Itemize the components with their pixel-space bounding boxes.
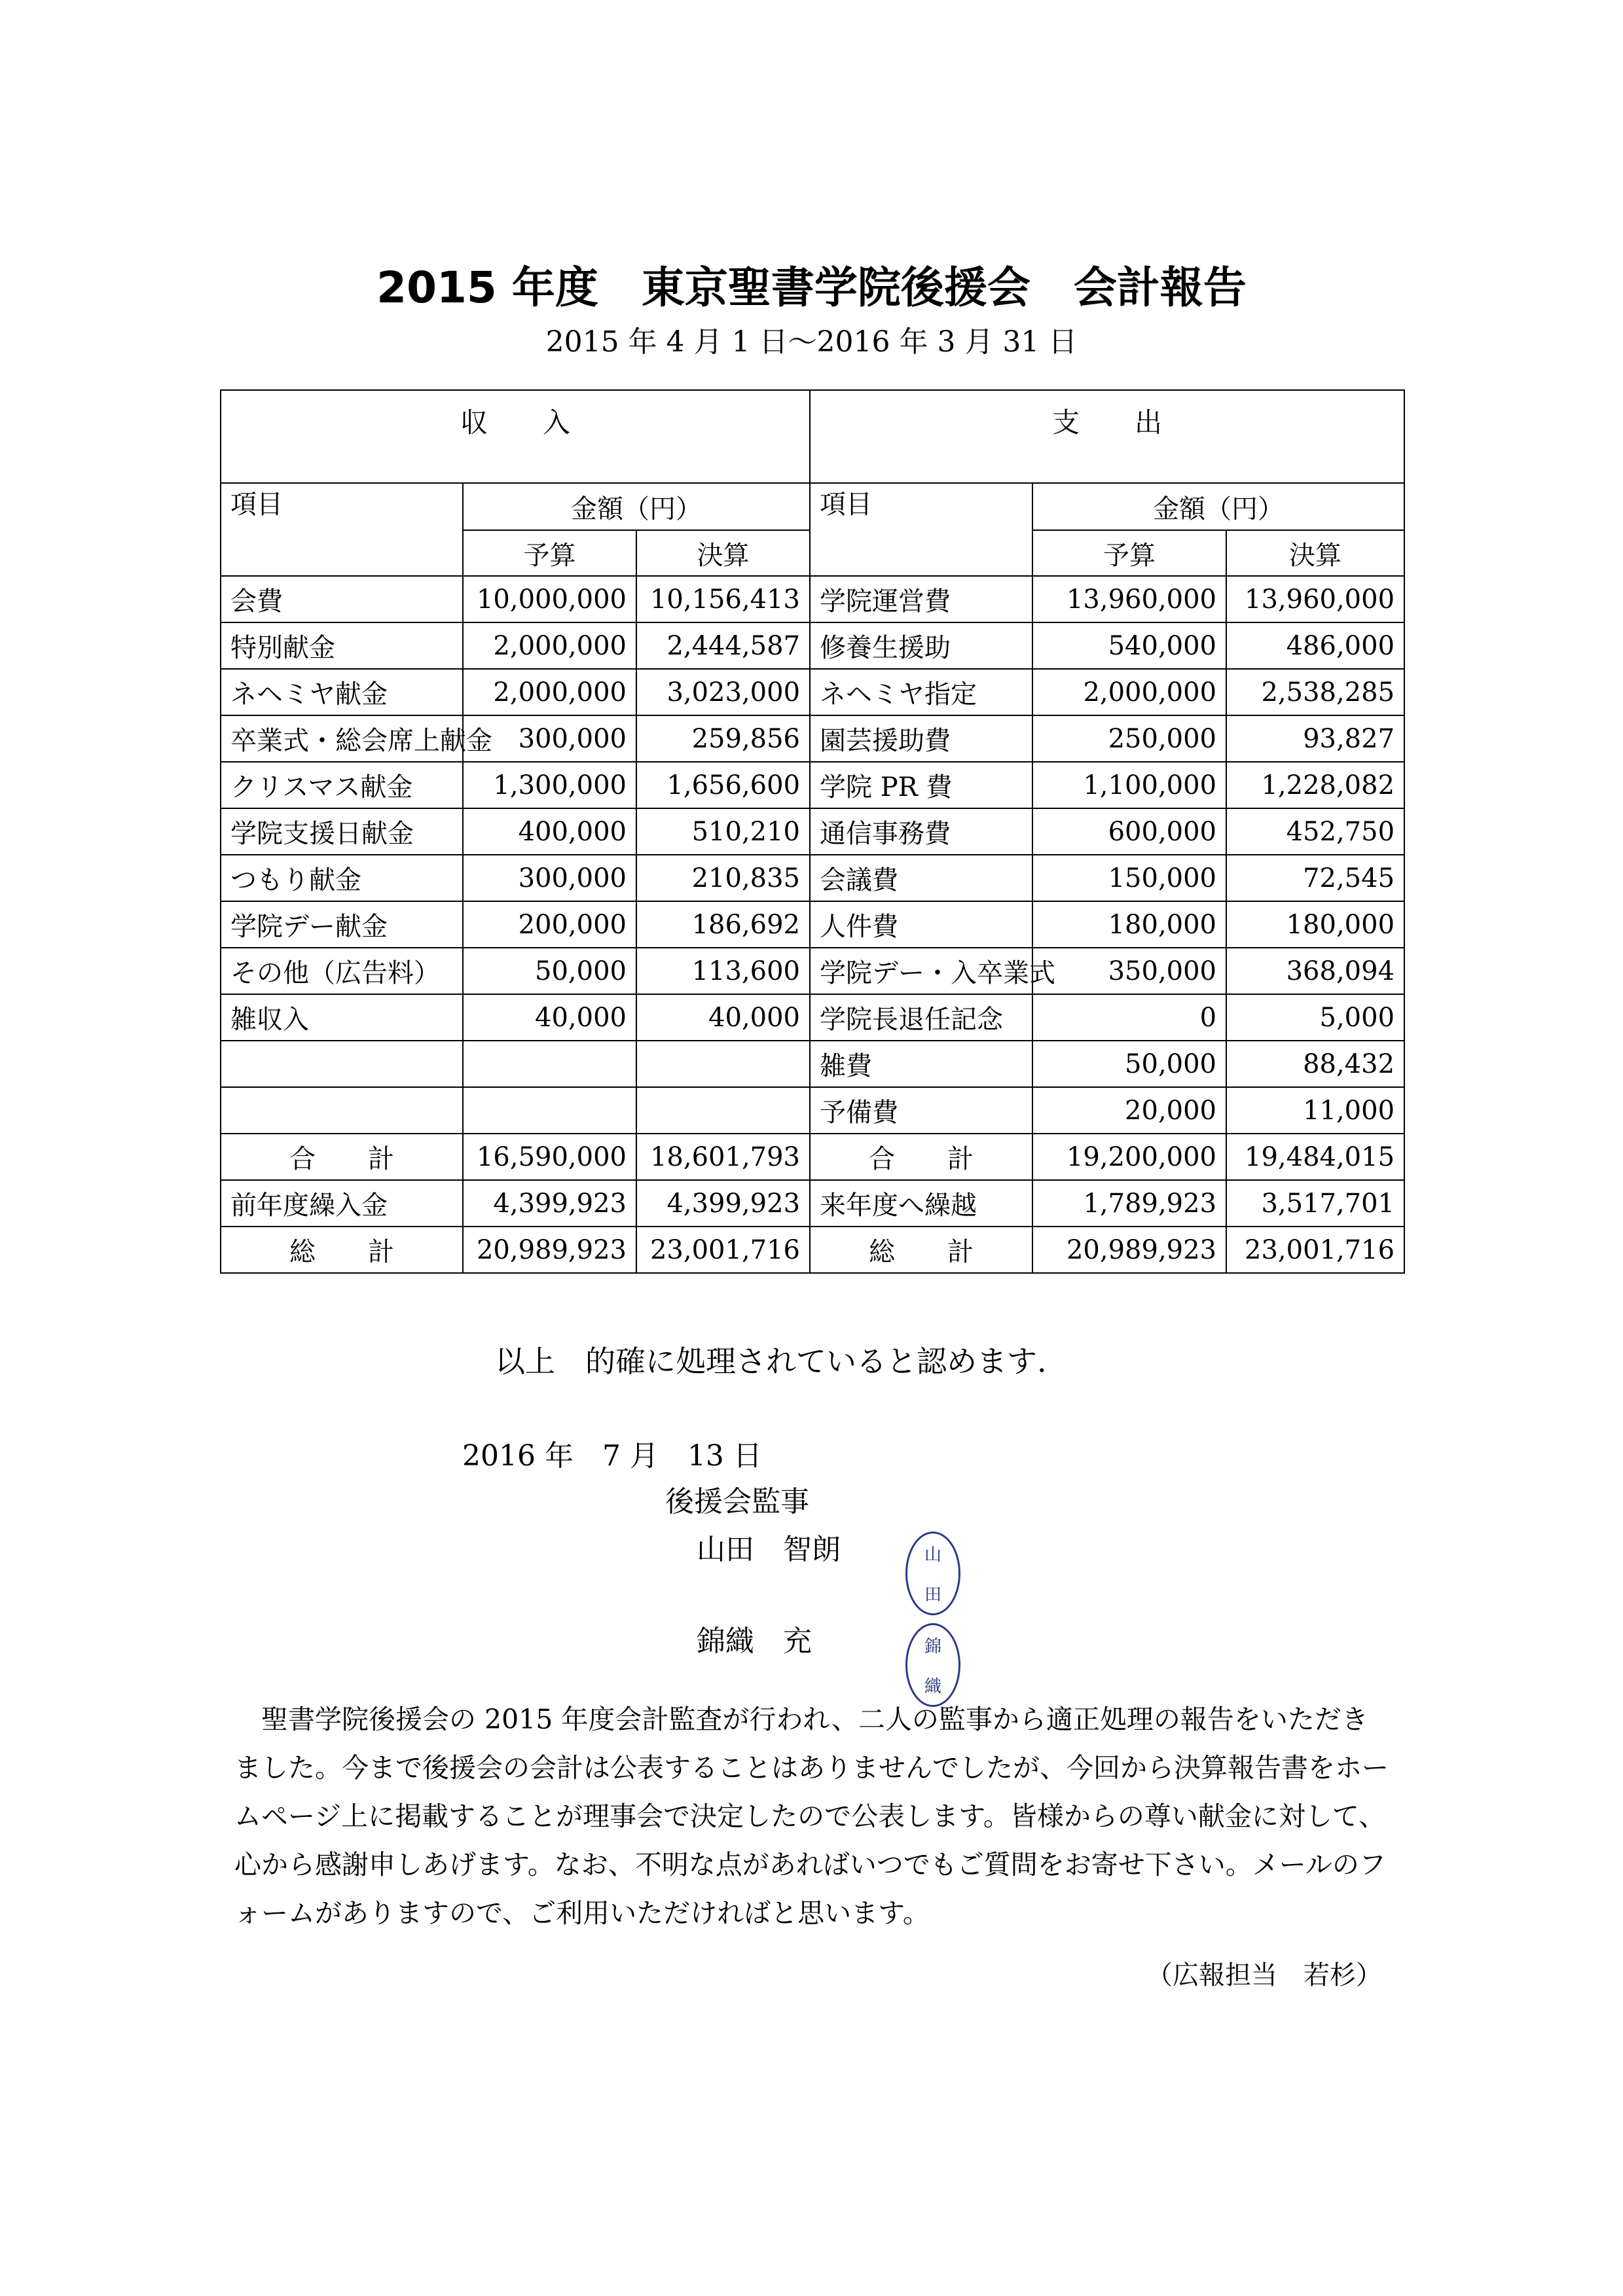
income-item-header: 項目 <box>221 483 463 576</box>
income-budget-header: 予算 <box>463 530 636 576</box>
credit-line: （広報担当 若杉） <box>1146 1960 1382 1990</box>
expense-item: 学院運営費 <box>810 576 1032 622</box>
table-row <box>221 901 1404 948</box>
income-budget: 300,000 <box>463 715 636 762</box>
income-amount-header: 金額（円） <box>463 483 810 530</box>
seal-2-char-1: 錦 <box>924 1637 941 1657</box>
expense-subtotal-budget: 19,200,000 <box>1032 1134 1226 1180</box>
expense-budget: 20,000 <box>1032 1087 1226 1134</box>
income-budget: 400,000 <box>463 808 636 855</box>
carry-row <box>221 1180 1404 1227</box>
table-row <box>221 715 1404 762</box>
expense-actual: 72,545 <box>1226 855 1404 901</box>
income-item <box>221 1087 463 1134</box>
expense-budget: 540,000 <box>1032 622 1226 669</box>
income-header: 収 入 <box>221 390 810 483</box>
expense-budget: 13,960,000 <box>1032 576 1226 622</box>
table-row <box>221 669 1404 715</box>
expense-header: 支 出 <box>810 390 1404 483</box>
carry-out-actual: 3,517,701 <box>1226 1180 1404 1227</box>
income-actual-header: 決算 <box>636 530 810 576</box>
table-row <box>221 622 1404 669</box>
carry-in-actual: 4,399,923 <box>636 1180 810 1227</box>
table-row <box>221 576 1404 622</box>
expense-actual: 93,827 <box>1226 715 1404 762</box>
body-paragraph <box>234 1695 1393 1937</box>
expense-actual: 368,094 <box>1226 948 1404 994</box>
income-item: ネヘミヤ献金 <box>221 669 463 715</box>
expense-item: 学院長退任記念 <box>810 994 1032 1041</box>
expense-subtotal-label: 合 計 <box>810 1134 1032 1180</box>
expense-actual: 452,750 <box>1226 808 1404 855</box>
table-row <box>221 808 1404 855</box>
income-budget: 10,000,000 <box>463 576 636 622</box>
seal-stamp-1 <box>905 1532 960 1615</box>
expense-item: 人件費 <box>810 901 1032 948</box>
table-row <box>221 855 1404 901</box>
expense-total-label: 総 計 <box>810 1227 1032 1273</box>
report-period: 2015 年 4 月 1 日～2016 年 3 月 31 日 <box>545 325 1078 359</box>
expense-actual: 180,000 <box>1226 901 1404 948</box>
expense-item: 園芸援助費 <box>810 715 1032 762</box>
income-budget: 300,000 <box>463 855 636 901</box>
income-budget: 1,300,000 <box>463 762 636 808</box>
ledger-table <box>220 389 1405 1274</box>
auditor-name-2: 錦織 充 <box>697 1624 812 1658</box>
income-subtotal-budget: 16,590,000 <box>463 1134 636 1180</box>
expense-budget: 1,100,000 <box>1032 762 1226 808</box>
expense-item: 予備費 <box>810 1087 1032 1134</box>
audit-date: 2016 年 7 月 13 日 <box>462 1439 762 1473</box>
expense-actual: 1,228,082 <box>1226 762 1404 808</box>
expense-budget: 0 <box>1032 994 1226 1041</box>
auditor-role: 後援会監事 <box>665 1485 809 1518</box>
carry-out-label: 来年度へ繰越 <box>810 1180 1032 1227</box>
income-actual: 510,210 <box>636 808 810 855</box>
expense-actual: 486,000 <box>1226 622 1404 669</box>
table-row <box>221 1041 1404 1087</box>
income-item: 特別献金 <box>221 622 463 669</box>
carry-out-budget: 1,789,923 <box>1032 1180 1226 1227</box>
section-header-row <box>221 390 1404 483</box>
table-row <box>221 994 1404 1041</box>
income-item <box>221 1041 463 1087</box>
income-subtotal-actual: 18,601,793 <box>636 1134 810 1180</box>
expense-budget-header: 予算 <box>1032 530 1226 576</box>
report-title: 2015 年度 東京聖書学院後援会 会計報告 <box>376 262 1247 313</box>
seal-stamp-2 <box>905 1623 960 1707</box>
expense-amount-header: 金額（円） <box>1032 483 1404 530</box>
income-budget: 40,000 <box>463 994 636 1041</box>
expense-actual: 13,960,000 <box>1226 576 1404 622</box>
seal-1-char-1: 山 <box>924 1545 941 1565</box>
income-total-actual: 23,001,716 <box>636 1227 810 1273</box>
income-total-budget: 20,989,923 <box>463 1227 636 1273</box>
seal-2-char-2: 織 <box>924 1677 941 1696</box>
body-text: 聖書学院後援会の 2015 年度会計監査が行われ、二人の監事から適正処理の報告をいただきました。今まで後援会の会計は公表することはありませんでしたが、今回から決算報告書をホームページ上に掲載することが理事会で決定したので公表します。皆様からの尊い献金に対して、心から感謝申しあげます。なお、不明な点があればいつでもご質問をお寄せ下さい。メールのフォームがありますので、ご利用いただければと思います。 <box>234 1704 1389 1929</box>
expense-budget: 180,000 <box>1032 901 1226 948</box>
income-item: 学院支援日献金 <box>221 808 463 855</box>
income-actual <box>636 1041 810 1087</box>
table-row <box>221 1087 1404 1134</box>
table-row <box>221 948 1404 994</box>
total-row <box>221 1227 1404 1273</box>
expense-budget: 250,000 <box>1032 715 1226 762</box>
expense-actual: 88,432 <box>1226 1041 1404 1087</box>
expense-subtotal-actual: 19,484,015 <box>1226 1134 1404 1180</box>
expense-budget: 600,000 <box>1032 808 1226 855</box>
expense-actual: 11,000 <box>1226 1087 1404 1134</box>
income-item: その他（広告料） <box>221 948 463 994</box>
income-actual: 10,156,413 <box>636 576 810 622</box>
income-budget: 50,000 <box>463 948 636 994</box>
income-actual: 2,444,587 <box>636 622 810 669</box>
income-budget <box>463 1087 636 1134</box>
income-budget: 2,000,000 <box>463 622 636 669</box>
expense-budget: 2,000,000 <box>1032 669 1226 715</box>
income-actual <box>636 1087 810 1134</box>
expense-budget: 150,000 <box>1032 855 1226 901</box>
expense-actual: 5,000 <box>1226 994 1404 1041</box>
income-total-label: 総 計 <box>221 1227 463 1273</box>
income-actual: 186,692 <box>636 901 810 948</box>
income-actual: 113,600 <box>636 948 810 994</box>
expense-item: 雑費 <box>810 1041 1032 1087</box>
income-item: 雑収入 <box>221 994 463 1041</box>
table-row <box>221 762 1404 808</box>
expense-total-budget: 20,989,923 <box>1032 1227 1226 1273</box>
audit-confirmation: 以上 的確に処理されていると認めます. <box>495 1344 1047 1379</box>
expense-item: 通信事務費 <box>810 808 1032 855</box>
expense-budget: 350,000 <box>1032 948 1226 994</box>
income-budget: 2,000,000 <box>463 669 636 715</box>
expense-item: 学院デー・入卒業式 <box>810 948 1032 994</box>
expense-budget: 50,000 <box>1032 1041 1226 1087</box>
expense-actual: 2,538,285 <box>1226 669 1404 715</box>
carry-in-budget: 4,399,923 <box>463 1180 636 1227</box>
income-subtotal-label: 合 計 <box>221 1134 463 1180</box>
seal-1-char-2: 田 <box>924 1585 941 1605</box>
column-header-row <box>221 483 1404 530</box>
expense-actual-header: 決算 <box>1226 530 1404 576</box>
income-item: 会費 <box>221 576 463 622</box>
income-actual: 40,000 <box>636 994 810 1041</box>
income-actual: 210,835 <box>636 855 810 901</box>
income-actual: 3,023,000 <box>636 669 810 715</box>
income-actual: 1,656,600 <box>636 762 810 808</box>
subtotal-row <box>221 1134 1404 1180</box>
expense-item-header: 項目 <box>810 483 1032 576</box>
income-actual: 259,856 <box>636 715 810 762</box>
income-budget: 200,000 <box>463 901 636 948</box>
expense-item: 修養生援助 <box>810 622 1032 669</box>
carry-in-label: 前年度繰入金 <box>221 1180 463 1227</box>
income-budget <box>463 1041 636 1087</box>
expense-item: ネヘミヤ指定 <box>810 669 1032 715</box>
expense-item: 学院 PR 費 <box>810 762 1032 808</box>
auditor-name-1: 山田 智朗 <box>697 1533 841 1566</box>
expense-item: 会議費 <box>810 855 1032 901</box>
income-item: 学院デー献金 <box>221 901 463 948</box>
income-item: 卒業式・総会席上献金 <box>221 715 463 762</box>
expense-total-actual: 23,001,716 <box>1226 1227 1404 1273</box>
income-item: クリスマス献金 <box>221 762 463 808</box>
income-item: つもり献金 <box>221 855 463 901</box>
